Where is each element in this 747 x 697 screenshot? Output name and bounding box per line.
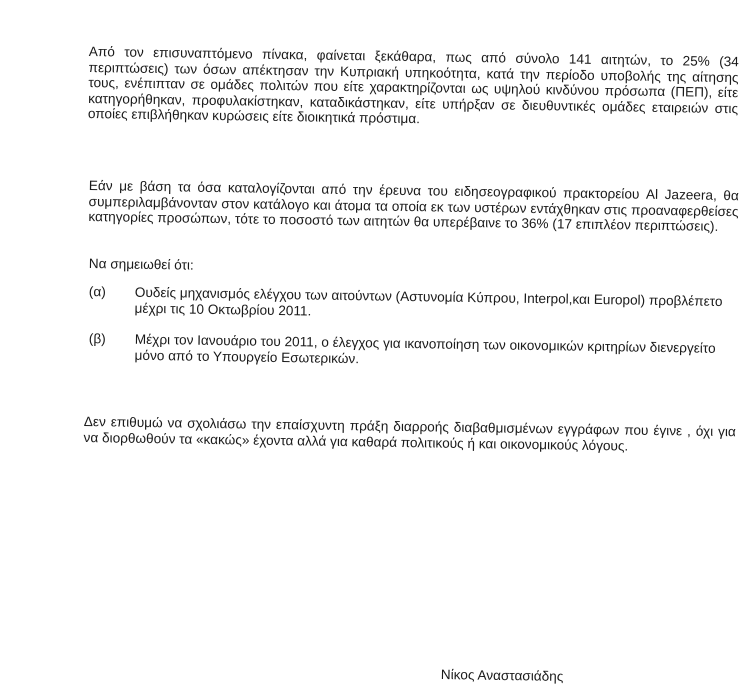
signature-name: Νίκος Αναστασιάδης [440, 667, 564, 684]
paragraph-al-jazeera-investigation: Εάν με βάση τα όσα καταλογίζονται από την έρευνα του ειδησεογραφικού πρακτορείου Al Jazeera, θα συμπεριλαμβάνονταν στον κατάλογο και άτομα τα οποία εκ των υστέρων εντάχθηκαν στις προαναφερθείσες κατηγορίες προσώπων, τότε το ποσοστό των αιτητών θα υπερέβαινε το 36% (17 επιπλέον περιπτώσεις). [88, 178, 739, 235]
list-marker-b: (β) [88, 331, 106, 347]
list-marker-a: (α) [88, 284, 106, 300]
list-item-a [89, 284, 739, 325]
list-text-a: Ουδείς μηχανισμός ελέγχου των αιτούντων (Αστυνομία Κύπρου, Interpol,και Europol) προβλέπετο μέχρι τις 10 Οκτωβρίου 2011. [134, 284, 723, 319]
paragraph-citizenship-statistics: Από τον επισυναπτόμενο πίνακα, φαίνεται ξεκάθαρα, πως από σύνολο 141 αιτητών, το 25% (34 περιπτώσεις) των όσων απέκτησαν την Κυπριακή υπηκοότητα, κατά την περίοδο υποβολής της αίτησης τους, ενέπιπταν σε ομάδες πολιτών που είτε χαρακτηρίζονται ως υψηλού κινδύνου πρόσωπα (ΠΕΠ), είτε κατηγορήθηκαν, προφυλακίστηκαν, καταδικάστηκαν, είτε υπήρξαν σε διευθυντικές ομάδες εταιρειών στις οποίες επιβλήθηκαν κυρώσεις είτε διοικητικά πρόστιμα. [87, 44, 739, 127]
paragraph-leak-comment: Δεν επιθυμώ να σχολιάσω την επαίσχυντη πράξη διαρροής διαβαθμισμένων εγγράφων που έγινε , όχι για να διορθωθούν τα «κακώς» έχοντα αλλά για καθαρά πολιτικούς ή και οικονομικούς λόγους. [83, 414, 736, 454]
paragraph-note-intro: Να σημειωθεί ότι: [88, 256, 194, 273]
list-item-b [89, 331, 739, 372]
list-text-b: Μέχρι τον Ιανουάριο του 2011, ο έλεγχος για ικανοποίηση των οικονομικών κριτηρίων διενεργείτο μόνο από το Υπουργείο Εσωτερικών. [134, 331, 716, 366]
